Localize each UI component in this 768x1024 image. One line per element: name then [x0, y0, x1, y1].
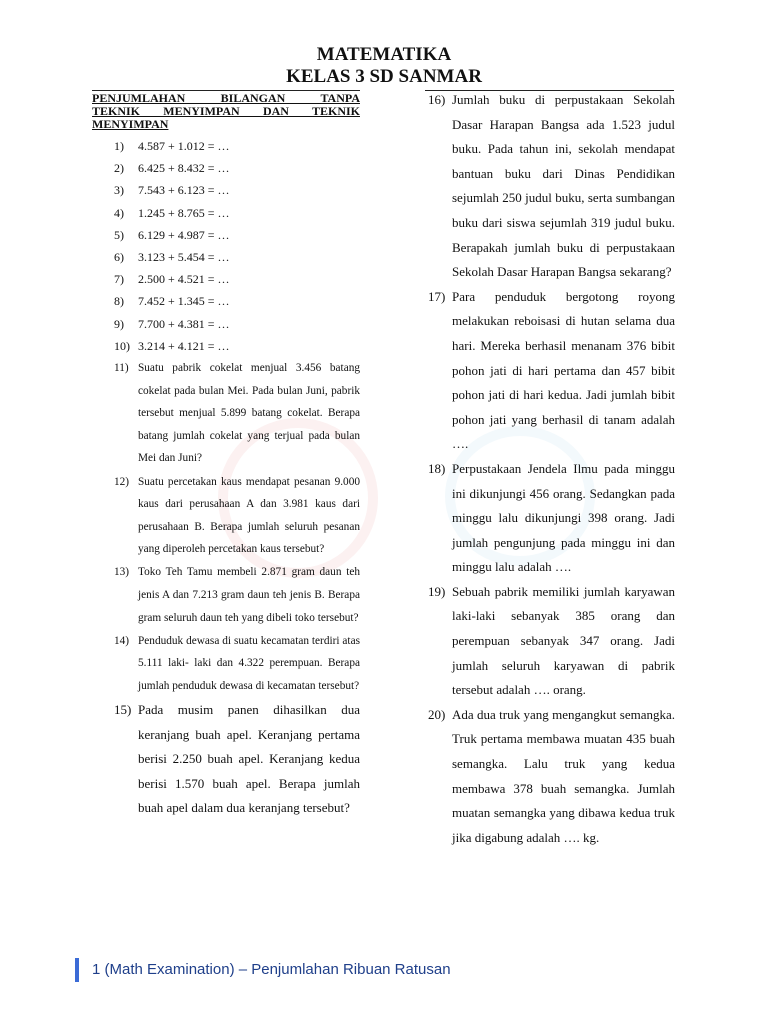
word-problem-list-small — [92, 357, 360, 697]
problem-item — [92, 202, 360, 224]
problem-number: 9) — [114, 316, 124, 331]
problem-text: 4.587 + 1.012 = … — [138, 139, 230, 153]
problem-text: Penduduk dewasa di suatu kecamatan terdiri atas 5.111 laki- laki dan 4.322 perempuan. Berapa jumlah penduduk dewasa di kecamatan tersebut? — [138, 634, 360, 692]
problem-number: 14) — [114, 634, 130, 647]
problem-item — [92, 157, 360, 179]
section-heading-line3: MENYIMPAN — [92, 117, 169, 131]
problem-number: 4) — [114, 205, 124, 220]
problem-text: 7.543 + 6.123 = … — [138, 183, 230, 198]
problem-number: 6) — [114, 250, 124, 265]
problem-text: Pada musim panen dihasilkan dua keranjang buah apel. Keranjang pertama berisi 2.250 buah apel. Keranjang kedua berisi 1.570 buah apel. Berapa jumlah buah apel dalam dua keranjang tersebut? — [138, 701, 360, 816]
word-problem-list-right — [420, 88, 675, 850]
problem-text: 7.700 + 4.381 = … — [138, 316, 230, 331]
problem-number: 3) — [114, 183, 124, 198]
left-column — [92, 92, 360, 821]
problem-number: 17) — [428, 288, 446, 304]
footer-text: 1 (Math Examination) – Penjumlahan Ribuan Ratusan — [92, 961, 451, 978]
problem-text: 1.245 + 8.765 = … — [138, 205, 230, 220]
problem-item — [420, 88, 675, 285]
problem-item — [420, 285, 675, 457]
problem-text: Sebuah pabrik memiliki jumlah karyawan laki-laki sebanyak 385 orang dan perempuan sebanyak 347 orang. Jadi jumlah seluruh karyawan di pabrik tersebut adalah …. orang. — [452, 583, 675, 698]
problem-text: Jumlah buku di perpustakaan Sekolah Dasar Harapan Bangsa ada 1.523 judul buku. Pada tahun ini, sekolah mendapat bantuan buku dari Dinas Pendidikan sejumlah 250 judul buku, serta sumbangan buku dari siswa sejumlah 319 judul buku. Berapakah jumlah buku di perpustakaan Sekolah Dasar Harapan Bangsa sekarang? — [452, 92, 675, 280]
problem-text: 7.452 + 1.345 = … — [138, 294, 230, 309]
problem-text: Suatu percetakan kaus mendapat pesanan 9.000 kaus dari perusahaan A dan 3.981 kaus dari perusahaan B. Berapa jumlah seluruh pesanan yang diperoleh percetakan kaus tersebut? — [138, 475, 360, 556]
problem-number: 19) — [428, 583, 446, 599]
section-heading-line2: TEKNIK MENYIMPAN DAN TEKNIK — [92, 104, 360, 118]
problem-number: 10) — [114, 338, 130, 353]
problem-item — [92, 561, 360, 629]
problem-item — [420, 580, 675, 703]
problem-number: 15) — [114, 701, 132, 717]
problem-number: 16) — [428, 92, 446, 107]
problem-item — [420, 703, 675, 851]
problem-text: 3.123 + 5.454 = … — [138, 250, 230, 265]
problem-item — [92, 268, 360, 290]
page-title: MATEMATIKA — [316, 44, 452, 65]
problem-item — [92, 335, 360, 357]
problem-text: Toko Teh Tamu membeli 2.871 gram daun teh jenis A dan 7.213 gram daun teh jenis B. Berapa gram seluruh daun teh yang dibeli toko tersebut? — [138, 566, 360, 624]
problem-item — [92, 135, 360, 157]
problem-text: 6.425 + 8.432 = … — [138, 161, 230, 176]
right-column — [420, 88, 675, 850]
problem-item — [92, 698, 360, 821]
problem-text: 2.500 + 4.521 = … — [138, 272, 230, 287]
section-heading-line1: PENJUMLAHAN BILANGAN TANPA — [92, 91, 360, 105]
simple-problem-list — [92, 135, 360, 357]
problem-item — [92, 246, 360, 268]
problem-text: Suatu pabrik cokelat menjual 3.456 batang cokelat pada bulan Mei. Pada bulan Juni, pabrik tersebut menjual 5.899 batang cokelat. Berapa batang jumlah cokelat yang terjual pada bulan Mei dan Juni? — [138, 362, 360, 465]
problem-number: 5) — [114, 227, 124, 242]
problem-text: 6.129 + 4.987 = … — [138, 227, 230, 242]
page-subtitle: KELAS 3 SD SANMAR — [286, 66, 482, 87]
problem-text: Para penduduk bergotong royong melakukan reboisasi di hutan selama dua hari. Mereka berhasil menanam 376 bibit pohon jati di hari pertama dan 457 bibit pohon jati di hari kedua. Jadi jumlah bibit pohon jati yang berhasil di tanam adalah …. — [452, 288, 675, 452]
problem-item — [92, 471, 360, 561]
problem-number: 20) — [428, 706, 446, 722]
problem-item — [92, 290, 360, 312]
problem-number: 11) — [114, 362, 129, 375]
footer-accent-bar — [75, 958, 79, 982]
problem-text: 3.214 + 4.121 = … — [138, 338, 230, 353]
problem-number: 1) — [114, 139, 124, 153]
word-problem-list-left-large — [92, 698, 360, 821]
problem-item — [92, 224, 360, 246]
problem-number: 18) — [428, 460, 446, 476]
problem-number: 7) — [114, 272, 124, 287]
problem-item — [92, 313, 360, 335]
problem-number: 12) — [114, 475, 130, 488]
problem-item — [92, 179, 360, 201]
section-heading — [92, 92, 360, 131]
problem-number: 8) — [114, 294, 124, 309]
problem-number: 13) — [114, 566, 130, 579]
problem-text: Perpustakaan Jendela Ilmu pada minggu ini dikunjungi 456 orang. Sedangkan pada minggu lalu dikunjungi 398 orang. Jadi jumlah pengunjung pada minggu ini dan minggu lalu adalah …. — [452, 460, 675, 575]
problem-item — [92, 357, 360, 470]
problem-text: Ada dua truk yang mengangkut semangka. Truk pertama membawa muatan 435 buah semangka. Lalu truk yang kedua membawa 378 buah semangka. Jumlah muatan semangka yang dibawa kedua truk jika digabung adalah …. kg. — [452, 706, 675, 845]
problem-item — [420, 457, 675, 580]
problem-number: 2) — [114, 161, 124, 176]
problem-item — [92, 630, 360, 698]
